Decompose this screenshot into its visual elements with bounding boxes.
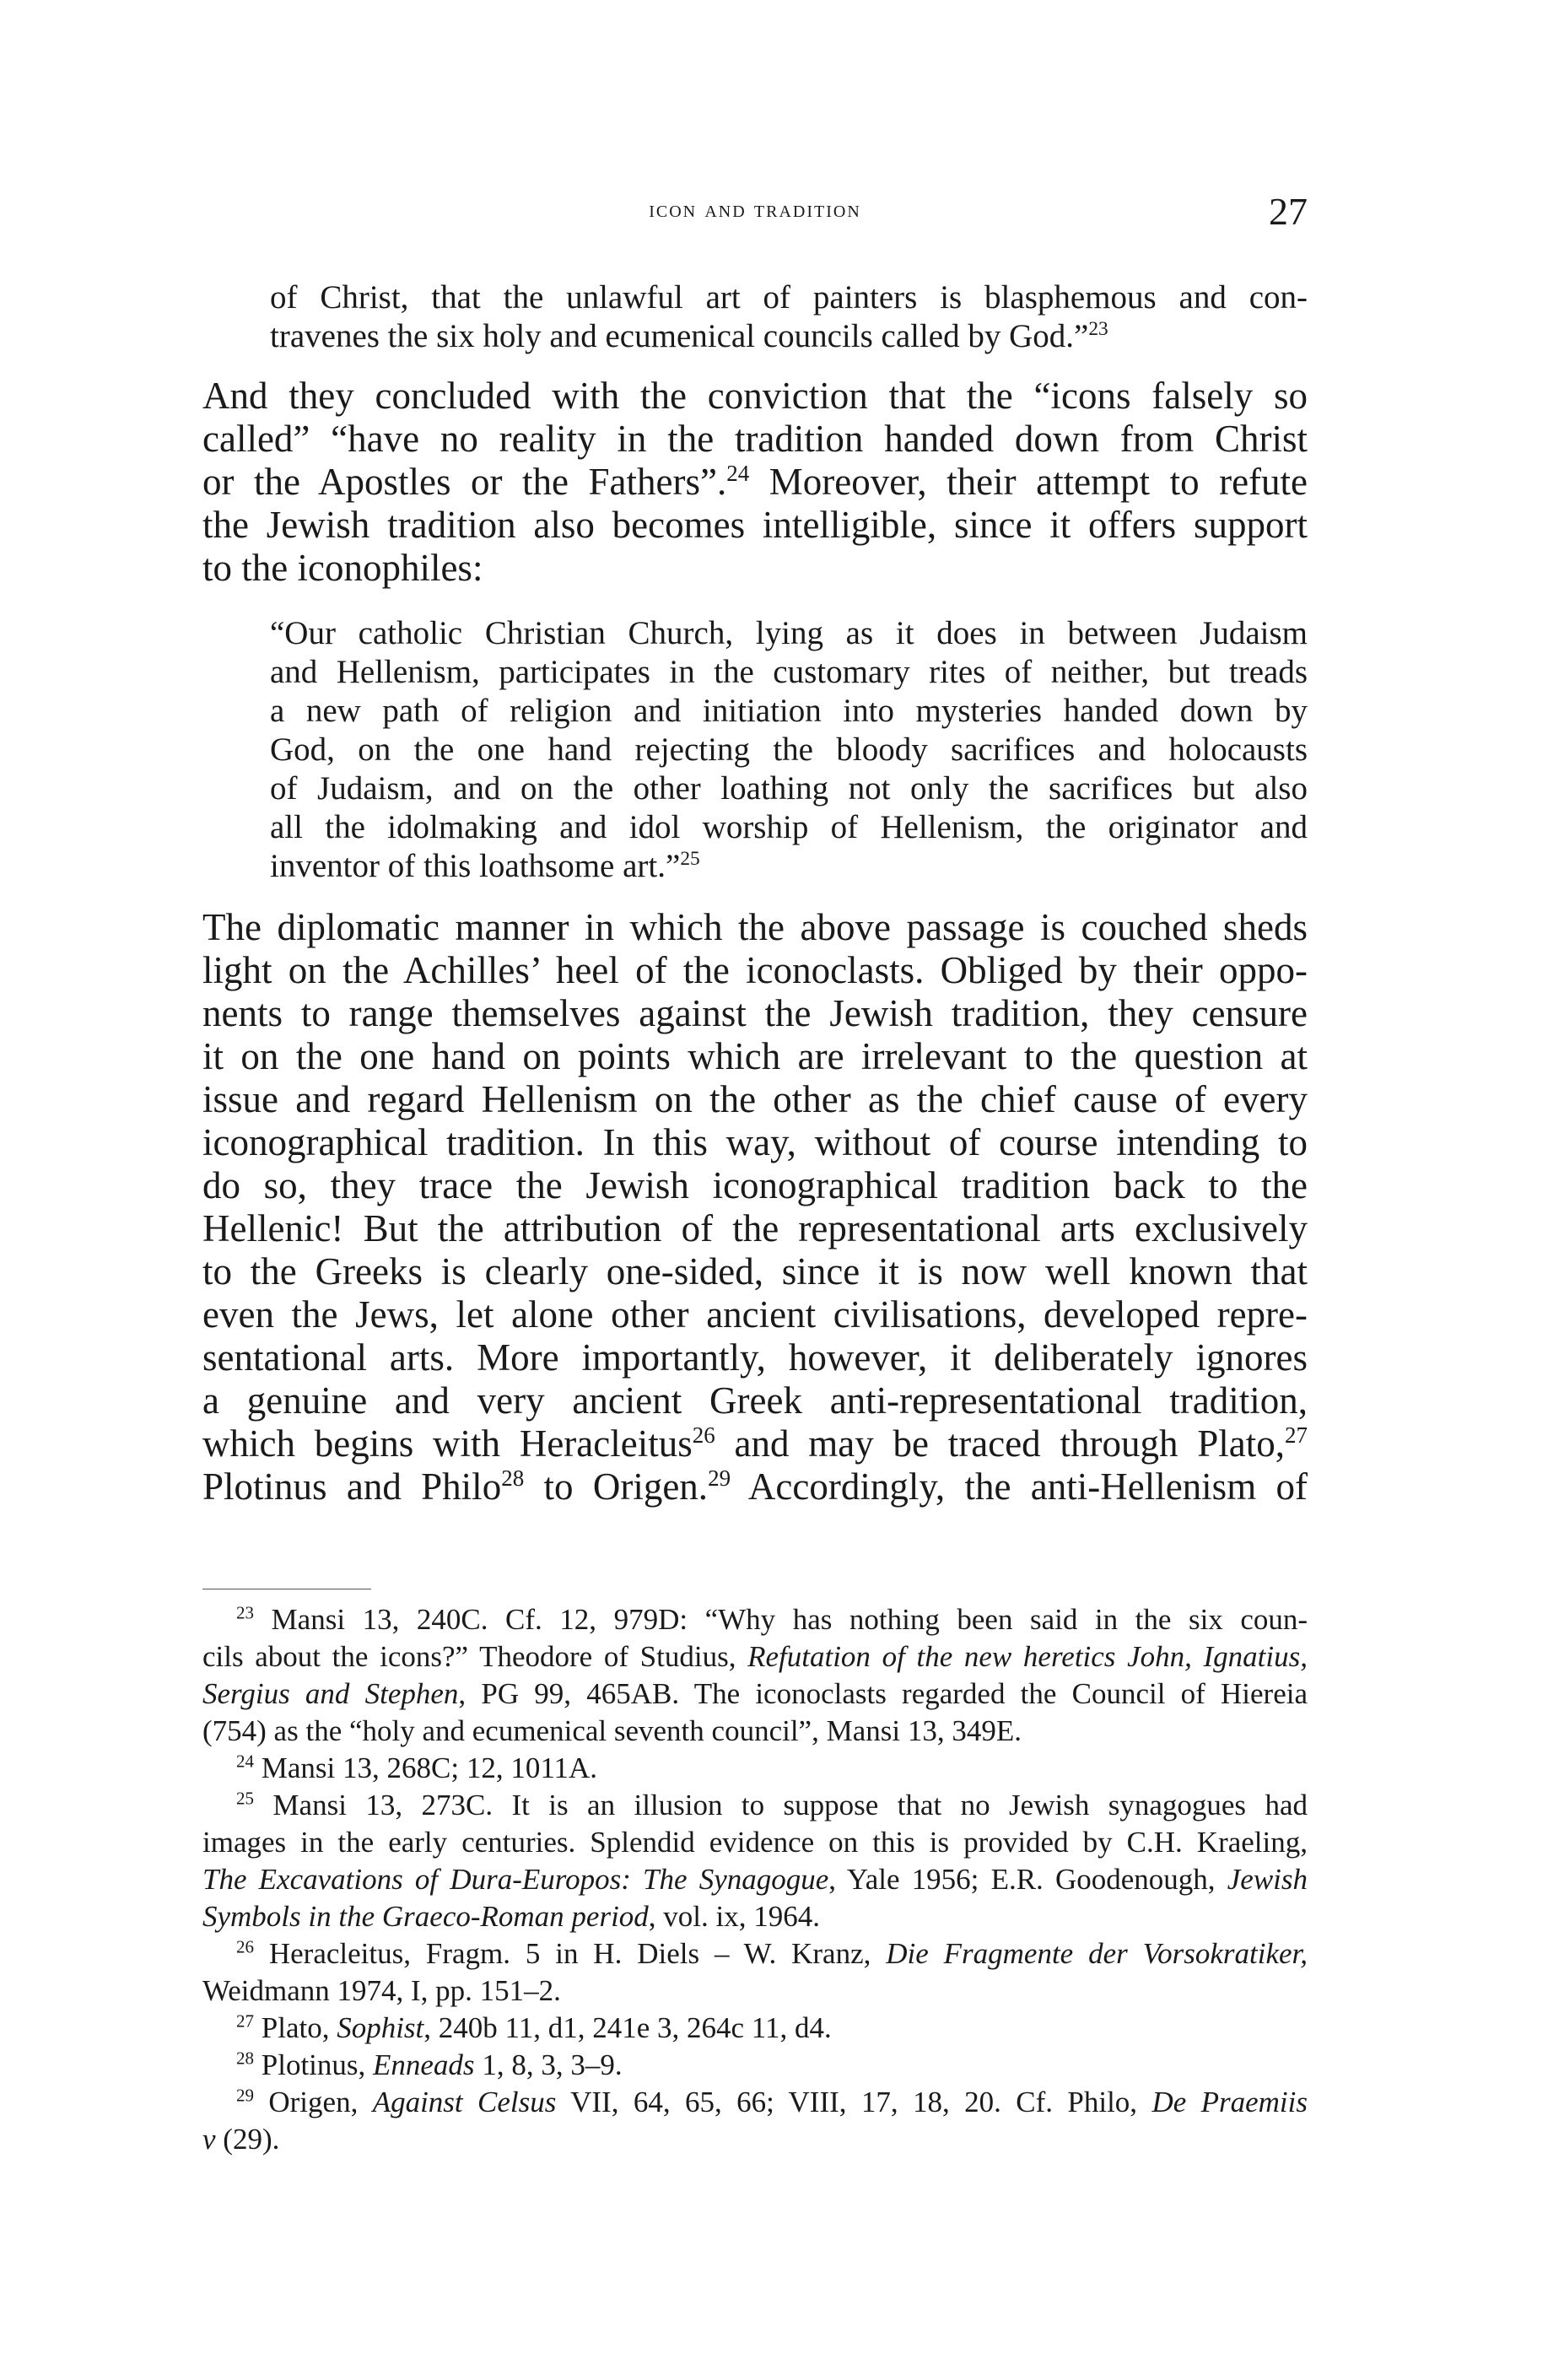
footnote-line: The Excavations of Dura-Europos: The Synagogue, Yale 1956; E.R. Goodenough, Jewish [202,1863,1308,1896]
paragraph-line: Hellenic! But the attribution of the representational arts exclusively [202,1207,1308,1249]
footnote-line: (754) as the “holy and ecumenical seventh council”, Mansi 13, 349E. [202,1714,1022,1747]
footnote-24 [202,1750,1308,1787]
footnote-line: $^{27}$ Plato, Sophist, 240b 11, d1, 241e 3, 264c 11, d4. [236,2010,832,2044]
book-page [202,0,1308,2380]
footnote-number: 29 [236,2085,254,2106]
paragraph-line: even the Jews, let alone other ancient civilisations, developed repre- [202,1293,1308,1336]
quote-line: of Christ, that the unlawful art of painters is blasphemous and con- [270,279,1308,316]
paragraph-line: which begins with Heracleitus$^{26}$ and may be traced through Plato,$^{27}$ [202,1422,1308,1465]
footnote-26 [202,1935,1308,2010]
footnote-line: $^{24}$ Mansi 13, 268C; 12, 1011A. [236,1751,598,1784]
footnote-number: 26 [236,1936,254,1957]
footnote-ref-27[interactable]: 27 [1285,1422,1308,1448]
footnote-ref-26[interactable]: 26 [692,1422,715,1448]
footnote-ref-28[interactable]: 28 [501,1465,525,1491]
footnote-line: $^{23}$ Mansi 13, 240C. Cf. 12, 979D: “Why has nothing been said in the six coun- [236,1602,1308,1636]
paragraph-line: The diplomatic manner in which the above passage is couched sheds [202,906,1308,948]
page-number: 27 [1269,190,1308,233]
footnote-ref-23[interactable]: 23 [1088,317,1108,340]
footnote-number: 25 [236,1788,254,1809]
paragraph-line: a genuine and very ancient Greek anti-representational tradition, [202,1379,1308,1422]
footnote-25 [202,1787,1308,1935]
footnote-29 [202,2084,1308,2158]
footnote-line: $^{28}$ Plotinus, Enneads 1, 8, 3, 3–9. [236,2048,623,2081]
footnote-23 [202,1601,1308,1750]
quote-line: of Judaism, and on the other loathing not only the sacrifices but also [270,770,1308,807]
paragraph-line: it on the one hand on points which are irrelevant to the question at [202,1035,1308,1077]
quote-line: a new path of religion and initiation into mysteries handed down by [270,693,1308,729]
paragraph-line: sentational arts. More importantly, however, it deliberately ignores [202,1336,1308,1379]
body-paragraph-2 [202,906,1308,1508]
paragraph-line: do so, they trace the Jewish iconographical tradition back to the [202,1164,1308,1206]
footnote-line: v (29). [202,2123,280,2156]
footnote-number: 24 [236,1751,254,1772]
footnote-ref-24[interactable]: 24 [726,460,750,486]
footnote-28 [202,2047,1308,2084]
footnote-line: Sergius and Stephen, PG 99, 465AB. The iconoclasts regarded the Council of Hiereia [202,1677,1308,1710]
paragraph-line: Plotinus and Philo$^{28}$ to Origen.$^{29}$ Accordingly, the anti-Hellenism of [202,1465,1308,1508]
body-paragraph-1 [202,375,1308,590]
footnote-ref-29[interactable]: 29 [708,1465,731,1491]
quote-line: inventor of this loathsome art.”$^{25}$ [270,847,700,884]
footnote-line: $^{29}$ Origen, Against Celsus VII, 64, 65, 66; VIII, 17, 18, 20. Cf. Philo, De Praemiis [236,2085,1308,2118]
paragraph-line: or the Apostles or the Fathers”.$^{24}$ Moreover, their attempt to refute [202,460,1308,503]
footnote-line: Weidmann 1974, I, pp. 151–2. [202,1974,561,2007]
footnote-number: 23 [236,1602,254,1623]
paragraph-line: nents to range themselves against the Jewish tradition, they censure [202,992,1308,1034]
paragraph-line: called” “have no reality in the tradition handed down from Christ [202,418,1308,460]
block-quote-continuation [270,278,1308,356]
paragraph-line: issue and regard Hellenism on the other as the chief cause of every [202,1078,1308,1120]
footnote-number: 28 [236,2048,254,2069]
paragraph-line: light on the Achilles’ heel of the iconoclasts. Obliged by their oppo- [202,949,1308,991]
footnote-27 [202,2010,1308,2047]
footnote-line: cils about the icons?” Theodore of Studius, Refutation of the new heretics John, Ignatius, [202,1640,1308,1673]
running-head [202,189,1308,231]
paragraph-line: to the iconophiles: [202,547,483,589]
footnote-number: 27 [236,2010,254,2032]
footnote-line: $^{25}$ Mansi 13, 273C. It is an illusion to suppose that no Jewish synagogues had [236,1788,1308,1821]
footnote-line: images in the early centuries. Splendid evidence on this is provided by C.H. Kraeling, [202,1826,1308,1859]
quote-line: travenes the six holy and ecumenical councils called by God.”$^{23}$ [270,317,1108,354]
paragraph-line: And they concluded with the conviction that the “icons falsely so [202,375,1308,417]
footnote-line: $^{26}$ Heracleitus, Fragm. 5 in H. Diels – W. Kranz, Die Fragmente der Vorsokratiker, [236,1936,1308,1970]
paragraph-line: iconographical tradition. In this way, without of course intending to [202,1121,1308,1163]
block-quote [270,614,1308,886]
quote-line: God, on the one hand rejecting the bloody sacrifices and holocausts [270,731,1308,768]
running-title: icon and tradition [649,196,861,223]
paragraph-line: the Jewish tradition also becomes intelligible, since it offers support [202,504,1308,546]
quote-line: all the idolmaking and idol worship of Hellenism, the originator and [270,809,1308,845]
quote-line: “Our catholic Christian Church, lying as it does in between Judaism [270,615,1308,651]
paragraph-line: to the Greeks is clearly one-sided, since it is now well known that [202,1250,1308,1293]
footnotes [202,1601,1308,2158]
quote-line: and Hellenism, participates in the customary rites of neither, but treads [270,654,1308,690]
footnote-ref-25[interactable]: 25 [680,847,700,870]
footnote-line: Symbols in the Graeco-Roman period, vol. ix, 1964. [202,1900,820,1933]
